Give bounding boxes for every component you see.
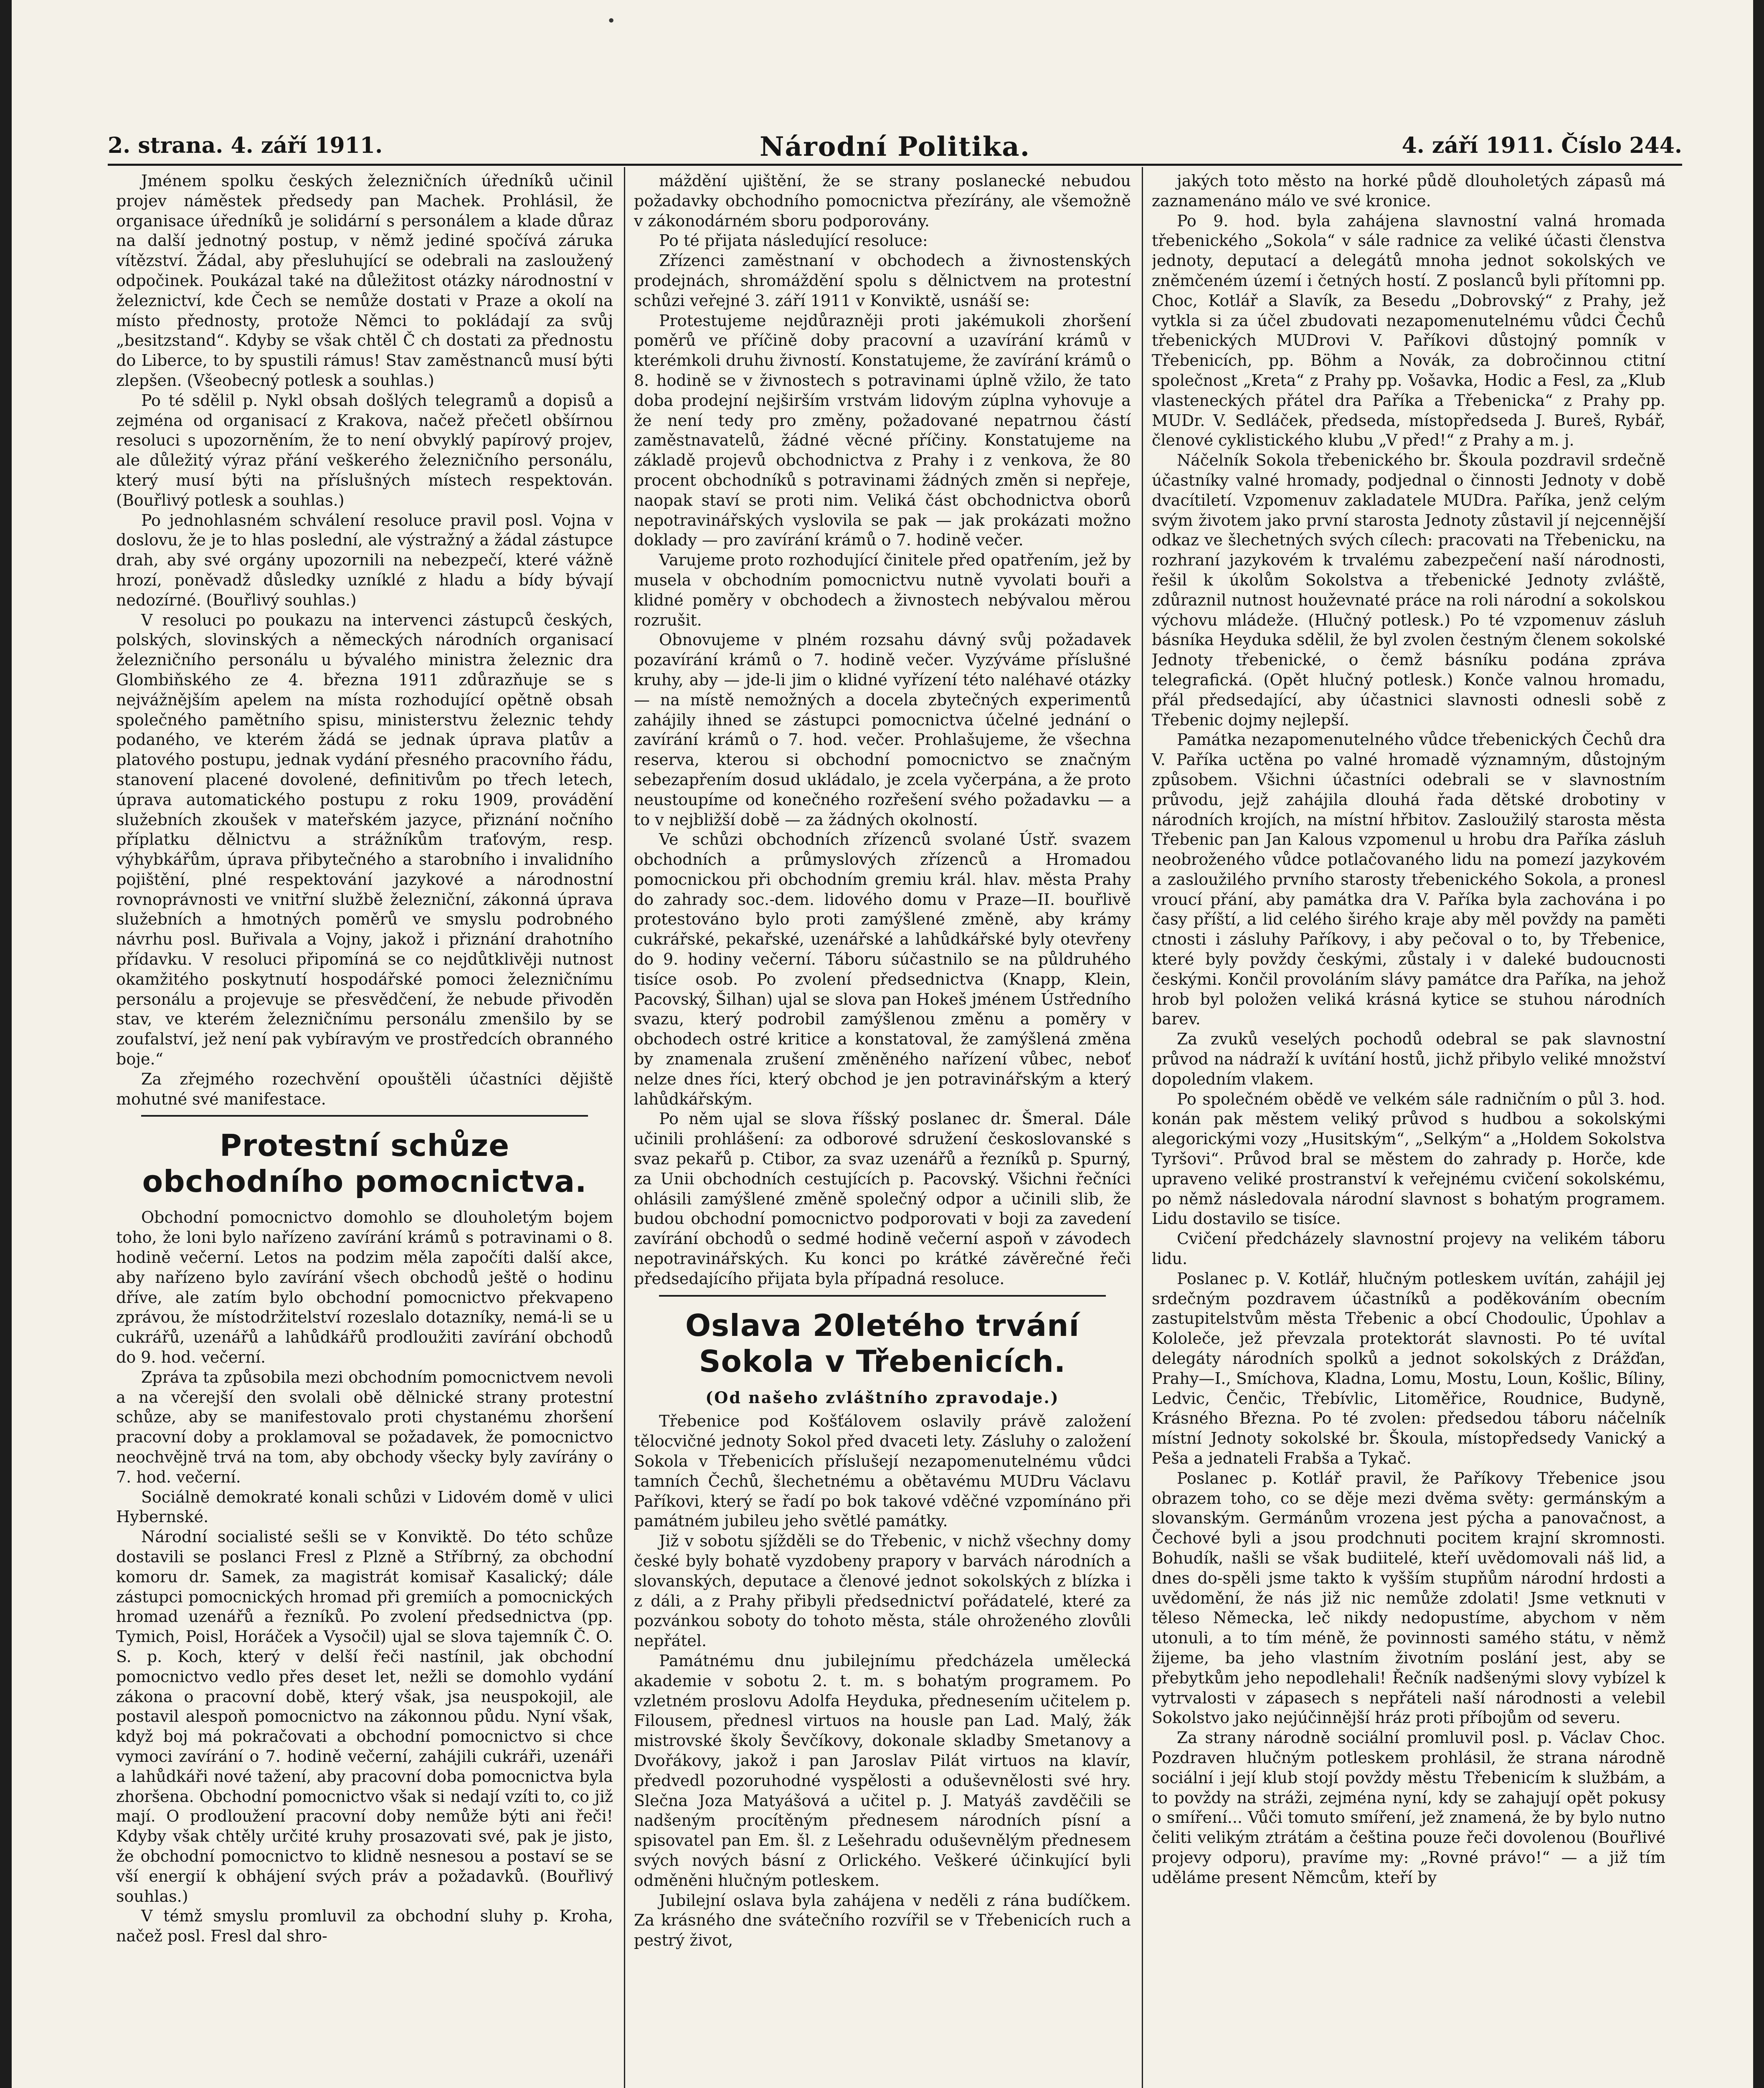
correspondent-line: (Od našeho zvláštního zpravodaje.) bbox=[705, 1388, 1059, 1407]
article-paragraph: Jménem spolku českých železničních úředníků učinil projev náměstek předsedy pan Machek. Prohlásil, že organisace úředníků je solidární s personálem a klade důraz na další jednotný postup, v němž jediné spočívá záruka vítězství. Žádal, aby přesluhující se odebrali na zasloužený odpočinek. Poukázal také na důležitost otázky národnostní v železnictví, kde Čech se nemůže dostati v Praze a okolí na místo přednosty, protože Němci to pokládají za svůj „besitzstand“. Kdyby se však chtěl Č ch dostati za přednostu do Liberce, to by spustili rámus! Stav zaměstnanců musí býti zlepšen. (Všeobecný potlesk a souhlas.) bbox=[116, 172, 613, 390]
resolution-paragraph: Protestujeme nejdůrazněji proti jakémukoli zhoršení poměrů ve příčině doby pracovní a uzavírání krámů v kterémkoli druhu živností. Konstatujeme, že zavírání krámů o 8. hodině se v živnostech s potravinami úplně vžilo, že tato doba prodejní nejširším vrstvám lidovým zúplna vyhovuje a že není tedy pro změny, požadované nepatrnou částí zaměstnavatelů, žádné věcné příčiny. Konstatujeme na základě projevů obchodnictva z Prahy i z venkova, že 80 procent obchodníků s potravinami žádných změn si nepřeje, naopak staví se proti nim. Veliká část obchodnictva oborů nepotravinářských vyslovila se pak — jak prokázati možno doklady — pro zavírání krámů o 7. hodině večer. bbox=[634, 311, 1131, 550]
column-divider bbox=[1142, 167, 1143, 2088]
article-paragraph: Národní socialisté sešli se v Konviktě. Do této schůze dostavili se poslanci Fresl z Plzně a Stříbrný, za obchodní komoru dr. Samek, za magistrát komisař Kasalický; dále zástupci pomocnických hromad při gremiích a pomocnických hromad uzenářů a řezníků. Po zvolení předsednictva (pp. Tymich, Poisl, Horáček a Vysočil) ujal se slova tajemník Č. O. S. p. Koch, který v delší řeči nastínil, jak obchodní pomocnictvo vedlo přes deset let, nežli se domohlo vydání zákona o pracovní době, který však, jsa neuspokojil, ale postavil alespoň pomocnictvo na zákonnou půdu. Nyní však, když boj má pokračovati a obchodní pomocnictvo si chce vymoci zavírání o 7. hodině večerní, zahájili cukráři, uzenáři a lahůdkáři nové tažení, aby pracovní doba pomocnictva byla zhoršena. Obchodní pomocnictvo však si nedají vzíti to, co již mají. O prodloužení pracovní doby nemůže býti ani řeči! Kdyby však chtěly určité kruhy prosazovati své, pak je jisto, že obchodní pomocnictvo to klidně nesnesou a postaví se se vší energií k obhájení svých práv a požadavků. (Bouřlivý souhlas.) bbox=[116, 1528, 613, 1906]
article-paragraph: Jubilejní oslava byla zahájena v neděli z rána budíčkem. Za krásného dne svátečního rozvířil se v Třebenicích ruch a pestrý život, bbox=[634, 1891, 1131, 1950]
column-divider bbox=[624, 167, 625, 2088]
article-paragraph: Po jednohlasném schválení resoluce pravil posl. Vojna v doslovu, že je to hlas poslední, ale výstražný a žádal zástupce drah, aby své orgány upozornili na nebezpečí, které vážně hrozí, poněvadž důsledky uzníklé z hladu a bídy bývají nedozírné. (Bouřlivý souhlas.) bbox=[116, 511, 613, 609]
article-paragraph: V resoluci po poukazu na intervenci zástupců českých, polských, slovinských a německých národních organisací železničního personálu u bývalého ministra železnic dra Glombiňského ze 4. března 1911 zdůrazňuje se s nejvážnějším apelem na místa rozhodující opětně obsah společného pamětního spisu, ministerstvu železnic tehdy podaného, ve kterém žádá se jednak úprava platův a platového postupu, jednak vydání přesného pracovního řádu, stanovení placené dovolené, definitivům po třech letech, úprava automatického postupu z roku 1909, provádění služebních zkoušek v mateřském jazyce, přiznání nočního příplatku dělnictvu a strážníkům traťovým, resp. výhybkářům, úprava přibytečného a starobního i invalidního pojištění, plné respektování jazykové a národnostní rovnoprávnosti ve vnitřní službě železniční, zákonná úprava služebních a hmotných poměrů ve smyslu podrobného návrhu posl. Buřivala a Vojny, jakož i přiznání drahotního přídavku. V resoluci připomíná se co nejdůtklivěji nutnost okamžitého poskytnutí hospodářské pomoci železničnímu personálu a projevuje se přesvědčení, že nebude přivoděn stav, ve kterém železničnímu personálu zmenšilo by se zoufalství, jež není pak vybíravým ve prostředcích obranného boje.“ bbox=[116, 611, 613, 1069]
article-paragraph: Zřízenci zaměstnaní v obchodech a živnostenských prodejnách, shromáždění spolu s dělnictvem na protestní schůzi veřejné 3. září 1911 v Konviktě, usnáší se: bbox=[634, 251, 1131, 310]
headline-sokol-celebration: Oslava 20letého trvání Sokola v Třebenicích. bbox=[685, 1308, 1080, 1379]
article-paragraph: máždění ujištění, že se strany poslanecké nebudou požadavky obchodního pomocnictva přezírány, ale všemožně v zákonodárném sboru podporovány. bbox=[634, 172, 1131, 230]
article-paragraph: Ve schůzi obchodních zřízenců svolané Ústř. svazem obchodních a průmyslových zřízenců a Hromadou pomocnickou při obchodním gremiu král. hlav. města Prahy do zahrady soc.-dem. lidového domu v Praze—II. bouřlivě protestováno bylo proti zamýšlené změně, aby krámy cukrářské, pekařské, uzenářské a lahůdkářské byly otevřeny do 9. hodiny večerní. Táboru súčastnilo se na půldruhého tisíce osob. Po zvolení předsednictva (Knapp, Klein, Pacovský, Šilhan) ujal se slova pan Hokeš jménem Ústředního svazu, který podrobil zamýšlenou změnu a poměry v obchodech ostré kritice a konstatoval, že zamýšlená změna by znamenala zrušení změněného nařízení vůbec, neboť nelze dnes říci, který obchod je jen potravinářským a který lahůdkářským. bbox=[634, 830, 1131, 1108]
article-paragraph: jakých toto město na horké půdě dlouholetých zápasů má zaznamenáno málo ve své kronice. bbox=[1152, 172, 1665, 210]
article-paragraph: Po té přijata následující resoluce: bbox=[659, 231, 928, 250]
page-header bbox=[108, 133, 1682, 162]
column-1 bbox=[116, 171, 613, 2088]
header-rule bbox=[108, 164, 1682, 166]
article-paragraph: Za zvuků veselých pochodů odebral se pak slavnostní průvod na nádraží k uvítání hostů, jichž přibylo veliké množství dopoledním vlakem. bbox=[1152, 1030, 1665, 1088]
article-paragraph: Po něm ujal se slova říšský poslanec dr. Šmeral. Dále učinili prohlášení: za odborové sdružení českoslovanské s svaz pekařů p. Ctibor, za svaz uzenářů a řezníků p. Spurný, za Unii obchodních cestujících p. Pacovský. Všichni řečníci ohlásili zamýšlené změně společný odpor a učinili slib, že budou obchodní pomocnictvo podporovati v boji za zavedení zavírání obchodů o sedmé hodině večerní aspoň v závodech nepotravinářských. Ku konci po krátké závěrečné řeči předsedajícího přijata byla případná resoluce. bbox=[634, 1110, 1131, 1288]
article-paragraph: Obchodní pomocnictvo domohlo se dlouholetým bojem toho, že loni bylo nařízeno zavírání krámů s potravinami o 8. hodině večerní. Letos na podzim měla započíti další akce, aby nařízeno bylo zavírání všech obchodů ještě o hodinu dříve, ale zatím bylo obchodní pomocnictvo překvapeno zprávou, že místodržitelství rozeslalo dotazníky, nemá-li se u cukrářů, uzenářů a lahůdkářů prodloužiti zavírání obchodů do 9. hod. večerní. bbox=[116, 1208, 613, 1367]
article-paragraph: Po 9. hod. byla zahájena slavnostní valná hromada třebenického „Sokola“ v sále radnice za veliké účasti členstva jednoty, deputací a delegátů mnoha jednot sokolských ve zněmčeném území i četných hostí. Z poslanců byli přítomni pp. Choc, Kotlář a Slavík, za Besedu „Dobrovský“ z Prahy, jež vytkla si za účel zbudovati nezapomenutelnému vůdci Čechů třebenických MUDrovi V. Paříkovi důstojný pomník v Třebenicích, pp. Böhm a Novák, za dobročinnou ctitní společnost „Kreta“ z Prahy pp. Vošavka, Hodic a Fesl, za „Klub vlasteneckých přátel dra Paříka a Třebenicka“ z Prahy pp. MUDr. V. Sedláček, předseda, místopředseda J. Bureš, Rybář, členové cyklistického klubu „V před!“ z Prahy a m. j. bbox=[1152, 211, 1665, 450]
headline-protest-meeting: Protestní schůze obchodního pomocnictva. bbox=[142, 1128, 587, 1199]
resolution-paragraph: Obnovujeme v plném rozsahu dávný svůj požadavek pozavírání krámů o 7. hodině večer. Vyzýváme příslušné kruhy, aby — jde-li jim o klidné vyřízení této naléhavé otázky — na místě nemožných a docela zbytečných experimentů zahájily ihned se zástupci pomocnictva účelné jednání o zavírání krámů o 7. hod. večer. Prohlašujeme, že všechna reserva, kterou si obchodní pomocnictvo se značným sebezapřením dosud ukládalo, je zcela vyčerpána, a že proto neustoupíme od konečného rozřešení svého požadavku — a to v nejbližší době — za žádných okolností. bbox=[634, 631, 1131, 829]
article-paragraph: V témž smyslu promluvil za obchodní sluhy p. Kroha, načež posl. Fresl dal shro- bbox=[116, 1907, 613, 1946]
article-paragraph: Za zřejmého rozechvění opouštěli účastníci dějiště mohutné své manifestace. bbox=[116, 1069, 613, 1108]
resolution-paragraph: Varujeme proto rozhodující činitele před opatřením, jež by musela v obchodním pomocnictvu nutně vyvolati bouři a klidné poměry v obchodech a živnostech nebývalou měrou rozrušit. bbox=[634, 551, 1131, 629]
article-paragraph: Třebenice pod Košťálovem oslavily právě založení tělocvičné jednoty Sokol před dvaceti lety. Zásluhy o založení Sokola v Třebenicích příslušejí nezapomenutelnému vůdci tamních Čechů, šlechetnému a obětavému MUDru Václavu Paříkovi, který se řadí po bok takové vděčné vzpomínáno při památném jubileu jeho světlé památky. bbox=[634, 1412, 1131, 1531]
article-paragraph: Za strany národně sociální promluvil posl. p. Václav Choc. Pozdraven hlučným potleskem prohlásil, že strana národně sociální i její klub stojí povždy městu Třebenicím k službám, a to povždy na stráži, zejména nyní, kdy se zahajují opět pokusy o smíření... Vůči tomuto smíření, jež znamená, že by bylo nutno čeliti velikým ztrátám a čeština pouze řeči dovolenou (Bouřlivé projevy odporu), pravíme my: „Rovné právo!“ — a již tím uděláme present Němcům, kteří by bbox=[1152, 1728, 1665, 1887]
article-paragraph: Zpráva ta způsobila mezi obchodním pomocnictvem nevoli a na včerejší den svolali obě dělnické strany protestní schůze, aby se manifestovalo proti chystanému zhoršení pracovní doby a proklamoval se požadavek, že pomocnictvo neochvějně trvá na tom, aby obchody všecky byly zavírány o 7. hod. večerní. bbox=[116, 1368, 613, 1486]
article-paragraph: Po té sdělil p. Nykl obsah došlých telegramů a dopisů a zejména od organisací z Krakova, načež přečetl obšírnou resoluci s upozorněním, že to není obvyklý papírový projev, ale důležitý výraz přání veškerého železničního personálu, který musí býti na příslušných místech respektován. (Bouřlivý potlesk a souhlas.) bbox=[116, 391, 613, 509]
section-rule bbox=[659, 1295, 1106, 1297]
article-paragraph: Cvičení předcházely slavnostní projevy na velikém táboru lidu. bbox=[1152, 1229, 1665, 1268]
section-rule bbox=[141, 1115, 588, 1117]
column-3 bbox=[1152, 171, 1665, 2088]
article-paragraph: Poslanec p. Kotlář pravil, že Paříkovy Třebenice jsou obrazem toho, co se děje mezi dvěma světy: germánským a slovanským. Germánům vrozena jest pýcha a panovačnost, a Čechové byli a jsou prodchnuti pocitem krajní skromnosti. Bohudík, našli se však budiitelé, kteří uvědomovali náš lid, a dnes do-spěli jsme takto k vyšším stupňům národní hrdosti a uvědomění, že nás již nic nemůže zdolati! Jsme vetknuti v těleso Německa, leč nikdy nedopustíme, abychom v něm utonuli, a to tím méně, že povinnosti samého státu, v němž žijeme, ba jeho vlastním životním poslání jest, aby se přebytkům jeho nepodlehali! Řečník nadšenými slovy vybízel k vytrvalosti v zápasech s nepřáteli naší národnosti a velebil Sokolstvo jako nejúčinnější hráz proti příbojům od severu. bbox=[1152, 1469, 1665, 1727]
article-paragraph: Poslanec p. V. Kotlář, hlučným potleskem uvítán, zahájil jej srdečným pozdravem účastníků a poděkováním obecním zastupitelstvům města Třebenic a obcí Chodoulic, Úpohlav a Kololeče, jež převzala protektorát slavnosti. Po té uvítal delegáty národních spolků a jednot sokolských z Drážďan, Prahy—I., Smíchova, Kladna, Lomu, Mostu, Loun, Košlic, Bíliny, Ledvic, Čenčic, Třebívlic, Litoměřice, Roudnice, Budyně, Krásného Března. Po té zvolen: předsedou táboru náčelník místní Jednoty sokolské br. Škoula, místopředsedy Vanický a Peša a jednateli Frabša a Tykač. bbox=[1152, 1269, 1665, 1467]
masthead-title: Národní Politika. bbox=[760, 131, 1030, 162]
scan-dot: • bbox=[607, 13, 616, 30]
article-paragraph: Po společném obědě ve velkém sále radničním o půl 3. hod. konán pak městem veliký průvod s hudbou a sokolskými alegorickými vozy „Husitským“, „Selkým“ a „Holdem Sokolstva Tyršovi“. Průvod bral se městem do zahrady p. Horče, kde upraveno veliké prostranství k veřejnému cvičení sokolskému, po němž následovala národní slavnost s bohatým programem. Lidu dostavilo se tisíce. bbox=[1152, 1090, 1665, 1228]
column-2 bbox=[634, 171, 1131, 2088]
article-paragraph: Náčelník Sokola třebenického br. Škoula pozdravil srdečně účastníky valné hromady, podjednal o činnosti Jednoty v době dvacítiletí. Vzpomenuv zakladatele MUDra. Paříka, jenž celým svým životem jako první starosta Jednoty zůstavil jí nejcennější odkaz ve šlechetných svých cílech: pracovati na Třebenicku, na rozhraní jazykovém k trvalému zabezpečení naší národnosti, řešil k úkolům Sokolstva a třebenické Jednoty zvláště, zdůraznil nutnost houževnaté práce na roli národní a sokolskou výchovu mládeže. (Hlučný potlesk.) Po té vzpomenuv zásluh básníka Heyduka sdělil, že byl zvolen čestným členem sokolské Jednoty třebenické, o čemž básníku podána zpráva telegrafická. (Opět hlučný potlesk.) Konče valnou hromadu, přál předsedající, aby účastnici slavnosti odnesli sobě z Třebenic dojmy nejlepší. bbox=[1152, 451, 1665, 729]
article-paragraph: Sociálně demokraté konali schůzi v Lidovém domě v ulici Hybernské. bbox=[116, 1487, 613, 1526]
article-paragraph: Památka nezapomenutelného vůdce třebenických Čechů dra V. Paříka uctěna po valné hromadě významným, důstojným způsobem. Všichni účastníci odebrali se v slavnostním průvodu, jejž zahájila dlouhá řada dětské drobotiny v národních krojích, na místní hřbitov. Zasloužilý starosta města Třebenic pan Jan Kalous vzpomenul u hrobu dra Paříka zásluh neobroženého vůdce potlačovaného lidu na pomezí jazykovém a zasloužilého prvního starosty třebenického Sokola, a pronesl vroucí přání, aby památka dra V. Paříka byla zachována i po časy příští, a lid celého širého kraje aby měl povždy na paměti ctnosti i zásluhy Paříkovy, i aby pečoval o to, by Třebenice, které byly povždy českými, zůstaly i v daleké budoucnosti českými. Končil provoláním slávy památce dra Paříka, na jehož hrob byl položen veliká krásná kytice se stuhou národních barev. bbox=[1152, 730, 1665, 1029]
header-date-issue: 4. září 1911. Číslo 244. bbox=[1402, 133, 1682, 158]
article-paragraph: Již v sobotu sjížděli se do Třebenic, v nichž všechny domy české byly bohatě vyzdobeny prapory v barvách národních a slovanských, deputace a členové jednot sokolských z blízka i z dáli, a z Prahy přibyli předsednictví pořádatelé, které za pozvánkou soboty do tohoto města, stále ohroženého zlovůli nepřátel. bbox=[634, 1532, 1131, 1650]
header-date-left: 2. strana. 4. září 1911. bbox=[108, 133, 383, 158]
article-paragraph: Památnému dnu jubilejnímu předcházela umělecká akademie v sobotu 2. t. m. s bohatým programem. Po vzletném proslovu Adolfa Heyduka, přednesením učitelem p. Filousem, přednesl virtuos na housle pan Lad. Malý, žák mistrovské školy Ševčíkovy, dokonale skladby Smetanovy a Dvořákovy, jakož i pan Jaroslav Pilát virtuos na klavír, předvedl pozoruhodné vyspělosti a oduševnělosti své hry. Slečna Joza Matyášová a učitel p. J. Matyáš zavděčili se nadšeným procítěným přednesem národních písní a spisovatel pan Em. šl. z Lešehradu oduševnělým přednesem svých nových básní z Orlického. Veškeré účinkující byli odměněni hlučným potleskem. bbox=[634, 1651, 1131, 1890]
